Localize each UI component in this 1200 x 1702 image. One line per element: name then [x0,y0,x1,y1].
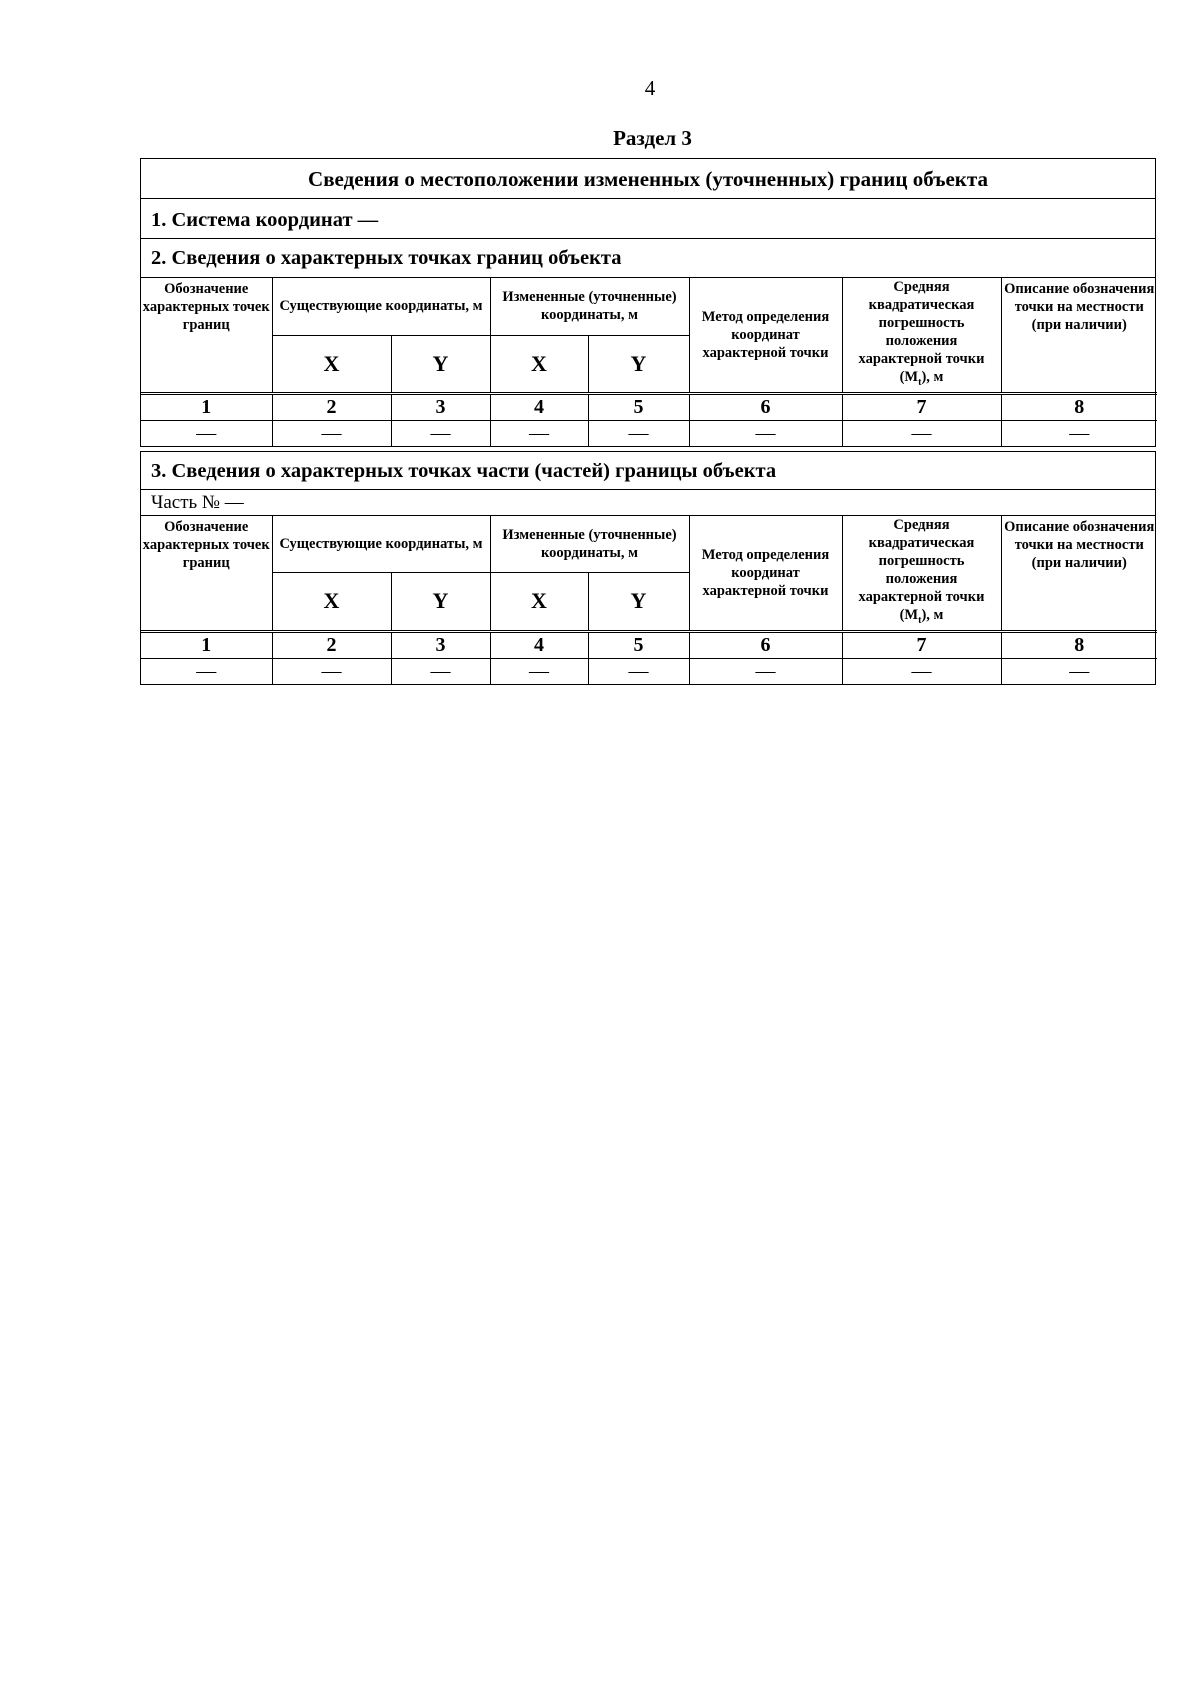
col-header-existing-x: X [272,572,391,630]
table-cell: — [1001,420,1157,446]
table-cell: — [689,420,842,446]
column-number: 5 [588,394,689,420]
boundary-points-table [141,278,1157,446]
col-header-description: Описание обозначения точки на местности (при наличии) [1001,278,1157,392]
column-number: 8 [1001,632,1157,658]
coord-system-line: 1. Система координат — [141,199,1155,239]
column-number: 3 [391,394,490,420]
section-frame-boundaries [140,158,1156,447]
col-header-changed-y: Y [588,335,689,392]
part-points-table [141,516,1157,684]
table-row [141,420,1157,446]
section-frame-parts [140,451,1156,685]
column-number: 7 [842,632,1001,658]
col-header-existing: Существующие координаты, м [272,516,490,572]
column-number: 1 [141,394,272,420]
col-header-changed-x: X [490,572,588,630]
col-header-error [842,516,1001,630]
col-header-error-suffix: ), м [921,369,944,385]
column-number: 6 [689,632,842,658]
parts-heading: 3. Сведения о характерных точках части (частей) границы объекта [141,452,1155,490]
col-header-existing-x: X [272,335,391,392]
table-row [141,658,1157,684]
col-header-description: Описание обозначения точки на местности (при наличии) [1001,516,1157,630]
col-header-error-prefix: Средняя квадратическая погрешность положения характерной точки (M [858,279,985,385]
col-header-existing: Существующие координаты, м [272,278,490,335]
col-header-error-sub: t [918,614,922,626]
col-header-error [842,278,1001,392]
column-number: 5 [588,632,689,658]
table-cell: — [588,658,689,684]
col-header-method: Метод определения координат характерной точки [689,278,842,392]
table-cell: — [689,658,842,684]
column-number: 6 [689,394,842,420]
col-header-error-suffix: ), м [921,607,944,623]
table-cell: — [1001,658,1157,684]
table-cell: — [842,658,1001,684]
table-cell: — [490,658,588,684]
column-number: 3 [391,632,490,658]
col-header-error-prefix: Средняя квадратическая погрешность положения характерной точки (M [858,517,985,623]
column-number: 2 [272,394,391,420]
table-cell: — [490,420,588,446]
column-number: 1 [141,632,272,658]
table-cell: — [391,420,490,446]
col-header-error-sub: t [918,376,922,388]
section-title: Раздел 3 [613,126,692,150]
column-number: 4 [490,632,588,658]
col-header-changed-x: X [490,335,588,392]
column-number-row [141,632,1157,658]
table-cell: — [391,658,490,684]
part-label: Часть № — [141,490,1155,516]
table-cell: — [842,420,1001,446]
col-header-designation: Обозначение характерных точек границ [141,278,272,392]
column-number: 4 [490,394,588,420]
col-header-changed: Измененные (уточненные) координаты, м [490,278,689,335]
table-cell: — [588,420,689,446]
col-header-designation: Обозначение характерных точек границ [141,516,272,630]
table-cell: — [272,420,391,446]
col-header-changed-y: Y [588,572,689,630]
column-number: 2 [272,632,391,658]
table-cell: — [141,658,272,684]
column-number-row [141,394,1157,420]
col-header-changed: Измененные (уточненные) координаты, м [490,516,689,572]
col-header-existing-y: Y [391,572,490,630]
column-number: 7 [842,394,1001,420]
col-header-existing-y: Y [391,335,490,392]
column-number: 8 [1001,394,1157,420]
points-heading: 2. Сведения о характерных точках границ объекта [151,247,622,269]
page-number: 4 [644,76,656,100]
table-cell: — [141,420,272,446]
main-heading: Сведения о местоположении измененных (уточненных) границ объекта [141,159,1155,199]
table-cell: — [272,658,391,684]
col-header-method: Метод определения координат характерной точки [689,516,842,630]
